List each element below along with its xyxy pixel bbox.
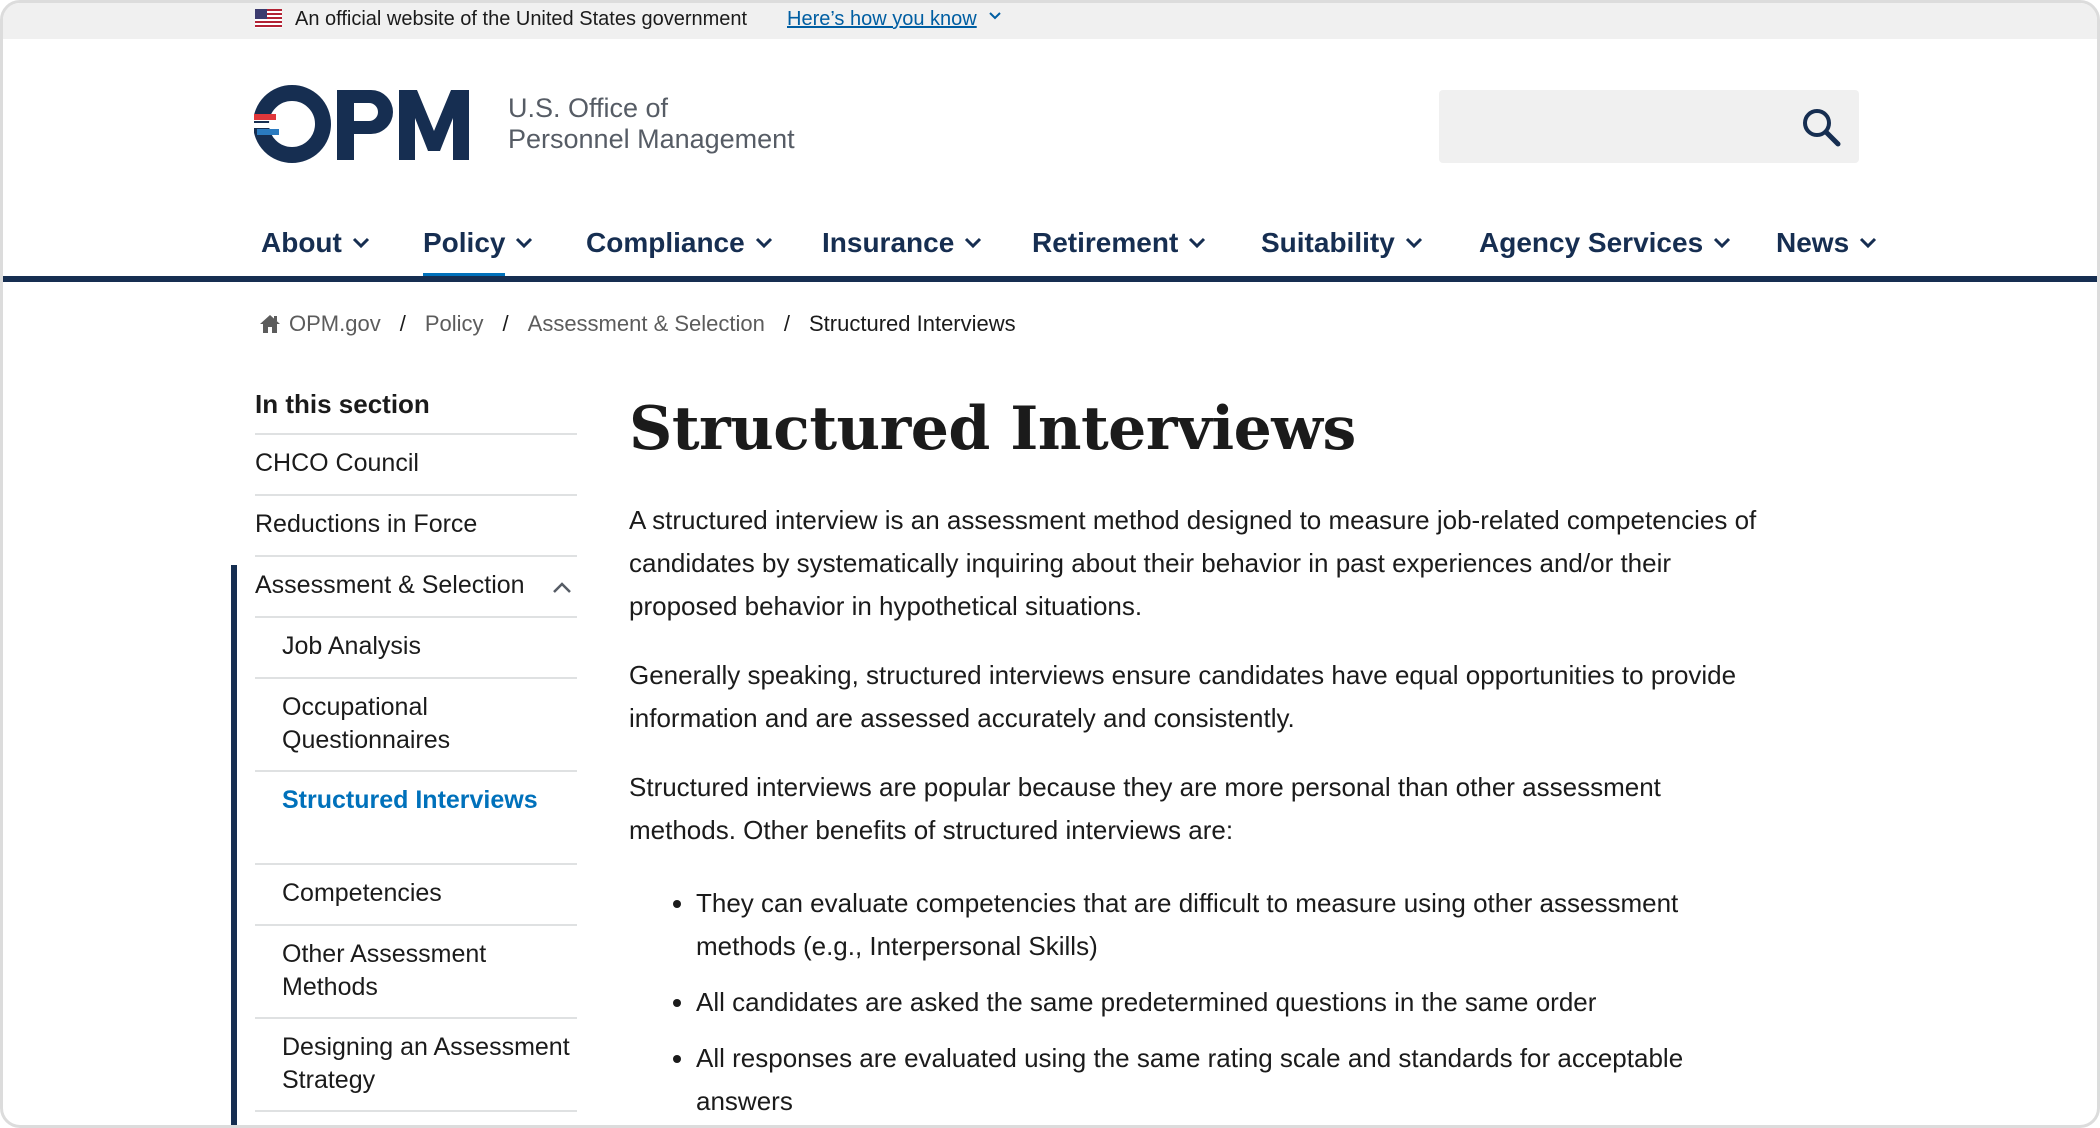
chevron-down-icon (515, 237, 533, 249)
list-item: • All candidates are asked the same predetermined questions in the same order (696, 981, 1759, 1024)
sidenav-item-chco-council[interactable]: CHCO Council (255, 433, 577, 494)
nav-item-insurance[interactable] (822, 208, 982, 278)
primary-nav (3, 208, 2097, 278)
nav-item-label: Compliance (586, 227, 745, 258)
breadcrumb-assessment-selection[interactable]: Assessment & Selection (527, 311, 765, 336)
chevron-down-icon (1859, 237, 1877, 249)
nav-item-agency-services[interactable] (1479, 208, 1731, 278)
us-flag-icon (255, 9, 282, 28)
nav-item-suitability[interactable] (1261, 208, 1423, 278)
chevron-down-icon (1713, 237, 1731, 249)
breadcrumb-separator: / (502, 311, 509, 336)
search-input[interactable] (1439, 90, 1779, 163)
body-paragraph: Generally speaking, structured interviews ensure candidates have equal opportunities to provide information and are assessed accurately and consistently. (629, 660, 1737, 733)
nav-item-policy[interactable] (423, 208, 533, 278)
nav-item-label: Agency Services (1479, 227, 1704, 258)
breadcrumb-policy[interactable]: Policy (424, 311, 484, 336)
chevron-up-icon[interactable] (552, 581, 572, 594)
chevron-down-icon (1405, 237, 1423, 249)
sidenav-subitem-other-assessment-methods[interactable]: Other Assessment Methods (255, 924, 577, 1017)
section-sidenav (255, 433, 577, 1128)
search-box (1439, 90, 1859, 163)
sidenav-subitem-job-analysis[interactable]: Job Analysis (255, 616, 577, 677)
chevron-down-icon (1188, 237, 1206, 249)
nav-item-label: Policy (423, 227, 506, 258)
breadcrumb (259, 311, 1016, 337)
sidenav-item-assessment-selection[interactable] (255, 555, 577, 616)
nav-item-label: News (1776, 227, 1850, 258)
breadcrumb-separator: / (399, 311, 406, 336)
chevron-down-icon (755, 237, 773, 249)
nav-item-label: Insurance (822, 227, 955, 258)
sidenav-subitem-competencies[interactable]: Competencies (255, 863, 577, 924)
sidenav-subitem-structured-interviews[interactable]: Structured Interviews (255, 770, 577, 863)
breadcrumb-current: Structured Interviews (809, 311, 1016, 336)
nav-item-label: Suitability (1261, 227, 1395, 258)
agency-name-line2: Personnel Management (508, 124, 795, 154)
chevron-down-icon (964, 237, 982, 249)
list-item: • They can evaluate competencies that are difficult to measure using other assessment methods (e.g., Interpersonal Skills) (696, 882, 1759, 968)
list-item: • All responses are evaluated using the same rating scale and standards for acceptable answers (696, 1037, 1759, 1123)
nav-item-label: About (261, 227, 342, 258)
sidenav-item-label: Assessment & Selection (255, 571, 525, 599)
sidenav-bottom-divider (255, 1110, 577, 1128)
how-you-know-link[interactable]: Here’s how you know (787, 8, 977, 30)
nav-divider (3, 276, 2097, 282)
home-icon (259, 314, 281, 334)
sidenav-subitem-designing-assessment-strategy[interactable]: Designing an Assessment Strategy (255, 1017, 577, 1110)
sidenav-active-bar (231, 565, 237, 1128)
nav-item-about[interactable] (261, 208, 370, 278)
agency-name-line1: U.S. Office of (508, 93, 669, 123)
benefits-list (629, 882, 1759, 1128)
intro-paragraph: A structured interview is an assessment method designed to measure job-related competencies of candidates by systematically inquiring about their behavior in past experiences and/or their proposed behavior in hypothetical situations. (629, 505, 1757, 621)
sidenav-item-reductions-in-force[interactable]: Reductions in Force (255, 494, 577, 555)
breadcrumb-home[interactable]: OPM.gov (289, 311, 381, 336)
chevron-down-icon[interactable] (988, 9, 1002, 23)
opm-logo[interactable] (254, 85, 484, 163)
main-content (629, 391, 1759, 1116)
sidenav-title: In this section (255, 389, 430, 419)
chevron-down-icon (352, 237, 370, 249)
nav-item-label: Retirement (1032, 227, 1179, 258)
agency-name (508, 93, 795, 155)
nav-item-news[interactable] (1776, 208, 1877, 278)
gov-banner (3, 3, 2097, 39)
gov-banner-text: An official website of the United States government (295, 8, 748, 30)
sidenav-subitem-occupational-questionnaires[interactable]: Occupational Questionnaires (255, 677, 577, 770)
body-paragraph: Structured interviews are popular because they are more personal than other assessment methods. Other benefits of structured interviews are: (629, 772, 1661, 845)
nav-item-compliance[interactable] (586, 208, 773, 278)
nav-item-retirement[interactable] (1032, 208, 1206, 278)
search-icon[interactable] (1801, 107, 1841, 147)
page-title: Structured Interviews (629, 394, 1356, 464)
breadcrumb-separator: / (783, 311, 790, 336)
